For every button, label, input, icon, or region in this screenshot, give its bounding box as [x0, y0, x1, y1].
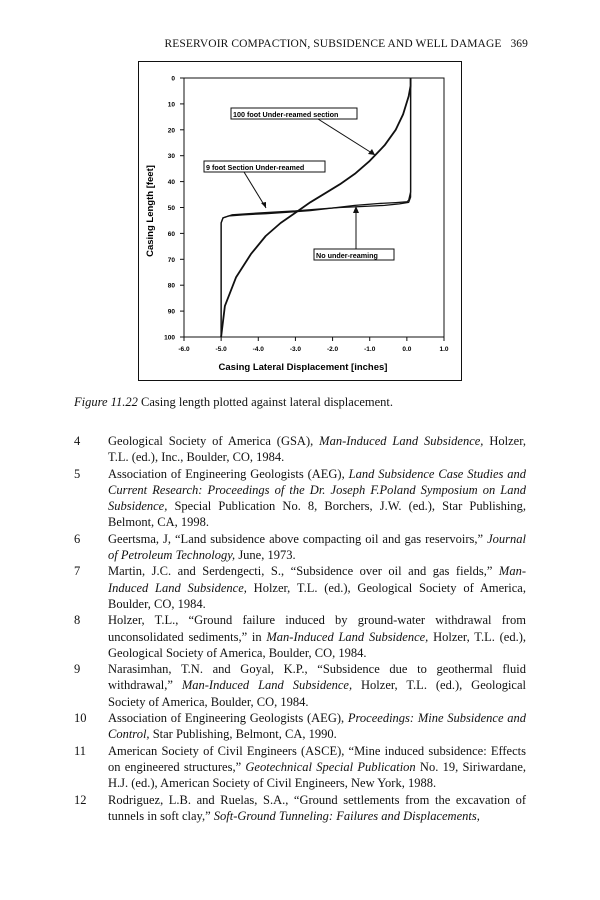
- reference-number: 8: [74, 613, 81, 628]
- reference-authors: Holzer, T.L., “Ground failure induced by ground-water withdrawal from unconsolidated sediments,” in: [108, 613, 526, 644]
- reference-number: 11: [74, 743, 87, 758]
- reference-title: Land Subsidence Case Studies and Current Research: Proceedings of the Dr. Joseph F.Poland Symposium on Land Subsidence,: [108, 466, 527, 514]
- reference-title: Proceedings: Mine Subsidence and Control,: [108, 711, 526, 742]
- x-tick-label: -2.0: [326, 346, 339, 353]
- x-tick-label: -5.0: [215, 346, 227, 353]
- reference-item: [74, 563, 526, 612]
- header-title: RESERVOIR COMPACTION, SUBSIDENCE AND WELL DAMAGE: [164, 38, 502, 50]
- x-tick-label: -4.0: [252, 346, 264, 353]
- reference-number: 9: [74, 662, 81, 677]
- reference-number: 4: [74, 434, 81, 448]
- reference-item: [74, 661, 526, 710]
- reference-item: [74, 710, 526, 743]
- y-tick-label: 80: [167, 282, 175, 290]
- reference-number: 10: [74, 711, 87, 726]
- reference-details: Holzer, T.L. (ed.), Geological Society of America, Boulder, CO, 1984.: [108, 678, 527, 709]
- page-number: 369: [510, 38, 528, 50]
- x-tick-label: 1.0: [439, 346, 449, 353]
- reference-text: [108, 531, 526, 564]
- reference-authors: Association of Engineering Geologists (AEG),: [108, 711, 348, 726]
- figure-11-22: [138, 61, 462, 381]
- reference-title: Man-Induced Land Subsidence,: [108, 564, 526, 595]
- reference-details: June, 1973.: [235, 548, 296, 563]
- reference-text: [108, 433, 526, 466]
- x-tick-label: -6.0: [178, 346, 190, 353]
- reference-authors: Rodriguez, L.B. and Ruelas, S.A., “Ground settlements from the excavation of tunnels in soft clay,”: [108, 792, 526, 823]
- annotation-100ft: 100 foot Under-reamed section: [233, 110, 339, 119]
- reference-item: [74, 531, 526, 564]
- y-tick-label: 90: [167, 308, 175, 316]
- figure-caption-text: Casing length plotted against lateral displacement.: [141, 395, 394, 409]
- annotation-no-underreaming: No under-reaming: [316, 251, 378, 260]
- leader-line-2: [244, 172, 266, 208]
- reference-item: [74, 433, 526, 466]
- reference-details: No. 19, Siriwardane, H.J. (ed.), American Society of Civil Engineers, New York, 1988.: [108, 759, 526, 791]
- arrowhead-1: [368, 149, 375, 155]
- y-axis-label: Casing Length [feet]: [145, 165, 156, 257]
- reference-number: 12: [74, 792, 87, 807]
- x-tick-label: -3.0: [289, 346, 302, 353]
- reference-title: Geotechnical Special Publication: [245, 759, 416, 774]
- reference-number: 5: [74, 466, 81, 481]
- x-tick-label: -1.0: [364, 346, 376, 353]
- reference-text: [108, 466, 526, 531]
- y-tick-label: 10: [167, 101, 175, 109]
- reference-authors: Association of Engineering Geologists (AEG),: [108, 466, 349, 481]
- reference-authors: Geological Society of America (GSA),: [108, 434, 320, 448]
- x-axis-label: Casing Lateral Displacement [inches]: [218, 362, 388, 373]
- y-tick-label: 20: [167, 127, 175, 135]
- leader-line-1: [318, 119, 375, 155]
- y-tick-label: 70: [167, 256, 175, 264]
- reference-details: Holzer, T.L. (ed.), Inc., Boulder, CO, 1984.: [108, 434, 526, 465]
- reference-title: Soft-Ground Tunneling: Failures and Displacements,: [213, 808, 480, 823]
- reference-details: Holzer, T.L. (ed.), Geological Society of America, Boulder, CO, 1984.: [108, 629, 526, 660]
- reference-authors: Martin, J.C. and Serdengecti, S., “Subsidence over oil and gas fields,”: [108, 564, 499, 579]
- reference-text: [108, 743, 526, 792]
- reference-text: [108, 710, 526, 743]
- reference-title: Man-Induced Land Subsidence,: [181, 678, 353, 693]
- reference-text: [108, 612, 526, 661]
- reference-title: Man-Induced Land Subsidence,: [319, 434, 484, 448]
- reference-details: Holzer, T.L. (ed.), Geological Society of America, Boulder, CO, 1984.: [108, 580, 526, 611]
- reference-authors: American Society of Civil Engineers (ASCE), “Mine induced subsidence: Effects on engineered structures,”: [108, 743, 526, 774]
- y-tick-label: 50: [167, 205, 175, 212]
- reference-details: Special Publication No. 8, Borchers, J.W. (ed.), Star Publishing, Belmont, CA, 1998.: [108, 499, 526, 530]
- reference-title: Man-Induced Land Subsidence,: [266, 629, 429, 644]
- reference-details: Star Publishing, Belmont, CA, 1990.: [149, 727, 337, 742]
- y-tick-label: 30: [167, 153, 175, 161]
- figure-label: Figure 11.22: [74, 395, 138, 409]
- y-tick-label: 60: [167, 230, 175, 238]
- y-tick-label: 100: [164, 334, 175, 342]
- x-tick-label: 0.0: [402, 346, 412, 353]
- reference-item: [74, 743, 526, 792]
- reference-text: [108, 661, 526, 710]
- annotation-9ft: 9 foot Section Under-reamed: [206, 163, 305, 172]
- reference-item: [74, 612, 526, 661]
- casing-chart: [138, 61, 462, 381]
- reference-authors: Geertsma, J, “Land subsidence above compacting oil and gas reservoirs,”: [108, 531, 488, 546]
- reference-item: [74, 466, 526, 531]
- reference-authors: Narasimhan, T.N. and Goyal, K.P., “Subsidence due to geothermal fluid withdrawal,”: [108, 662, 526, 693]
- reference-title: Journal of Petroleum Technology,: [108, 531, 526, 563]
- reference-number: 6: [74, 531, 81, 546]
- reference-item: [74, 792, 526, 825]
- running-header: [0, 38, 528, 50]
- reference-text: [108, 792, 526, 825]
- reference-list: [74, 433, 526, 824]
- y-tick-label: 0: [171, 75, 175, 83]
- figure-caption: [74, 395, 393, 410]
- y-tick-label: 40: [167, 179, 175, 187]
- reference-number: 7: [74, 564, 81, 579]
- arrowhead-2: [261, 202, 266, 208]
- reference-text: [108, 563, 526, 612]
